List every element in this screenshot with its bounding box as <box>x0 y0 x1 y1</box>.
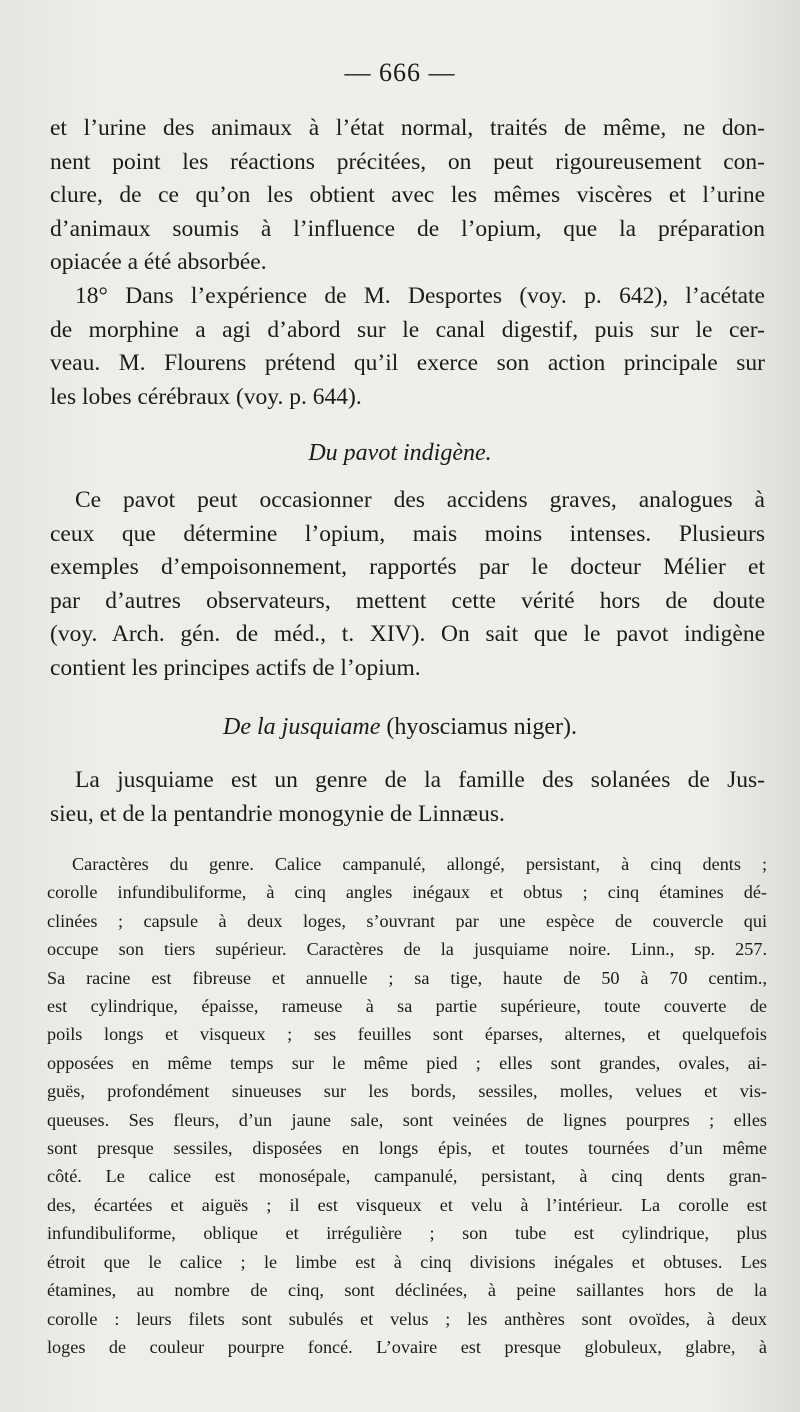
text-line: côté. Le calice est monosépale, campanulé, persistant, à cinq dents gran- <box>47 1166 767 1187</box>
paragraph-urine <box>50 112 765 280</box>
text-line: clinées ; capsule à deux loges, s’ouvrant par une espèce de couvercle qui <box>47 910 767 931</box>
text-line: queuses. Ses fleurs, d’un jaune sale, sont veinées de lignes pourpres ; elles <box>47 1109 767 1130</box>
text-line: clure, de ce qu’on les obtient avec les mêmes viscères et l’urine <box>50 182 765 209</box>
paragraph-characters <box>47 850 767 1361</box>
text-line: exemples d’empoisonnement, rapportés par le docteur Mélier et <box>50 554 765 581</box>
text-line: corolle : leurs filets sont subulés et velus ; les anthères sont ovoïdes, à deux <box>47 1308 767 1329</box>
text-line: La jusquiame est un genre de la famille des solanées de Jus- <box>75 767 765 793</box>
text-line: ceux que détermine l’opium, mais moins intenses. Plusieurs <box>50 520 765 547</box>
heading-pavot <box>0 440 800 467</box>
paragraph-pavot <box>50 484 765 686</box>
heading-jusquiame <box>0 714 800 741</box>
paragraph-desportes <box>50 280 765 414</box>
text-line: sont presque sessiles, disposées en longs épis, et toutes tournées d’un même <box>47 1138 767 1159</box>
text-line: Sa racine est fibreuse et annuelle ; sa tige, haute de 50 à 70 centim., <box>47 967 767 988</box>
text-line: poils longs et visqueux ; ses feuilles sont éparses, alternes, et quelquefois <box>47 1024 767 1045</box>
text-line: 18° Dans l’expérience de M. Desportes (voy. p. 642), l’acétate <box>75 283 765 309</box>
text-line: guës, profondément sinueuses sur les bords, sessiles, molles, velues et vis- <box>47 1081 767 1102</box>
text-line: d’animaux soumis à l’influence de l’opium, que la préparation <box>50 215 765 242</box>
text-line: étamines, au nombre de cinq, sont déclinées, à peine saillantes hors de la <box>47 1280 767 1301</box>
heading-latin: (hyosciamus niger). <box>380 714 577 740</box>
text-line: par d’autres observateurs, mettent cette vérité hors de doute <box>50 587 765 614</box>
text-line: nent point les réactions précitées, on peut rigoureusement con- <box>50 148 765 175</box>
text-line: sieu, et de la pentandrie monogynie de Linnæus. <box>50 800 505 827</box>
text-line: corolle infundibuliforme, à cinq angles inégaux et obtus ; cinq étamines dé- <box>47 882 767 903</box>
text-line: Caractères du genre. Calice campanulé, allongé, persistant, à cinq dents ; <box>72 854 767 874</box>
text-line: des, écartées et aiguës ; il est visqueux et velu à l’intérieur. La corolle est <box>47 1194 767 1215</box>
text-line: infundibuliforme, oblique et irrégulière ; son tube est cylindrique, plus <box>47 1223 767 1244</box>
text-line: loges de couleur pourpre foncé. L’ovaire est presque globuleux, glabre, à <box>47 1336 767 1357</box>
text-line: Ce pavot peut occasionner des accidens graves, analogues à <box>75 487 765 513</box>
text-line: occupe son tiers supérieur. Caractères de la jusquiame noire. Linn., sp. 257. <box>47 939 767 960</box>
text-line: (voy. Arch. gén. de méd., t. XIV). On sait que le pavot indigène <box>50 621 765 648</box>
text-line: veau. M. Flourens prétend qu’il exerce son action principale sur <box>50 350 765 377</box>
text-line: les lobes cérébraux (voy. p. 644). <box>50 383 362 410</box>
text-line: contient les principes actifs de l’opium. <box>50 654 421 681</box>
text-line: opposées en même temps sur le même pied ; elles sont grandes, ovales, ai- <box>47 1052 767 1073</box>
page-number: — 666 — <box>344 58 456 87</box>
heading-italic: De la jusquiame <box>223 714 381 740</box>
paragraph-jusquiame <box>50 764 765 831</box>
text-line: est cylindrique, épaisse, rameuse à sa partie supérieure, toute couverte de <box>47 996 767 1017</box>
heading-text: Du pavot indigène. <box>308 440 492 466</box>
text-line: de morphine a agi d’abord sur le canal digestif, puis sur le cer- <box>50 316 765 343</box>
text-line: et l’urine des animaux à l’état normal, traités de même, ne don- <box>50 115 765 141</box>
text-line: étroit que le calice ; le limbe est à cinq divisions inégales et obtuses. Les <box>47 1251 767 1272</box>
text-line: opiacée a été absorbée. <box>50 249 267 276</box>
